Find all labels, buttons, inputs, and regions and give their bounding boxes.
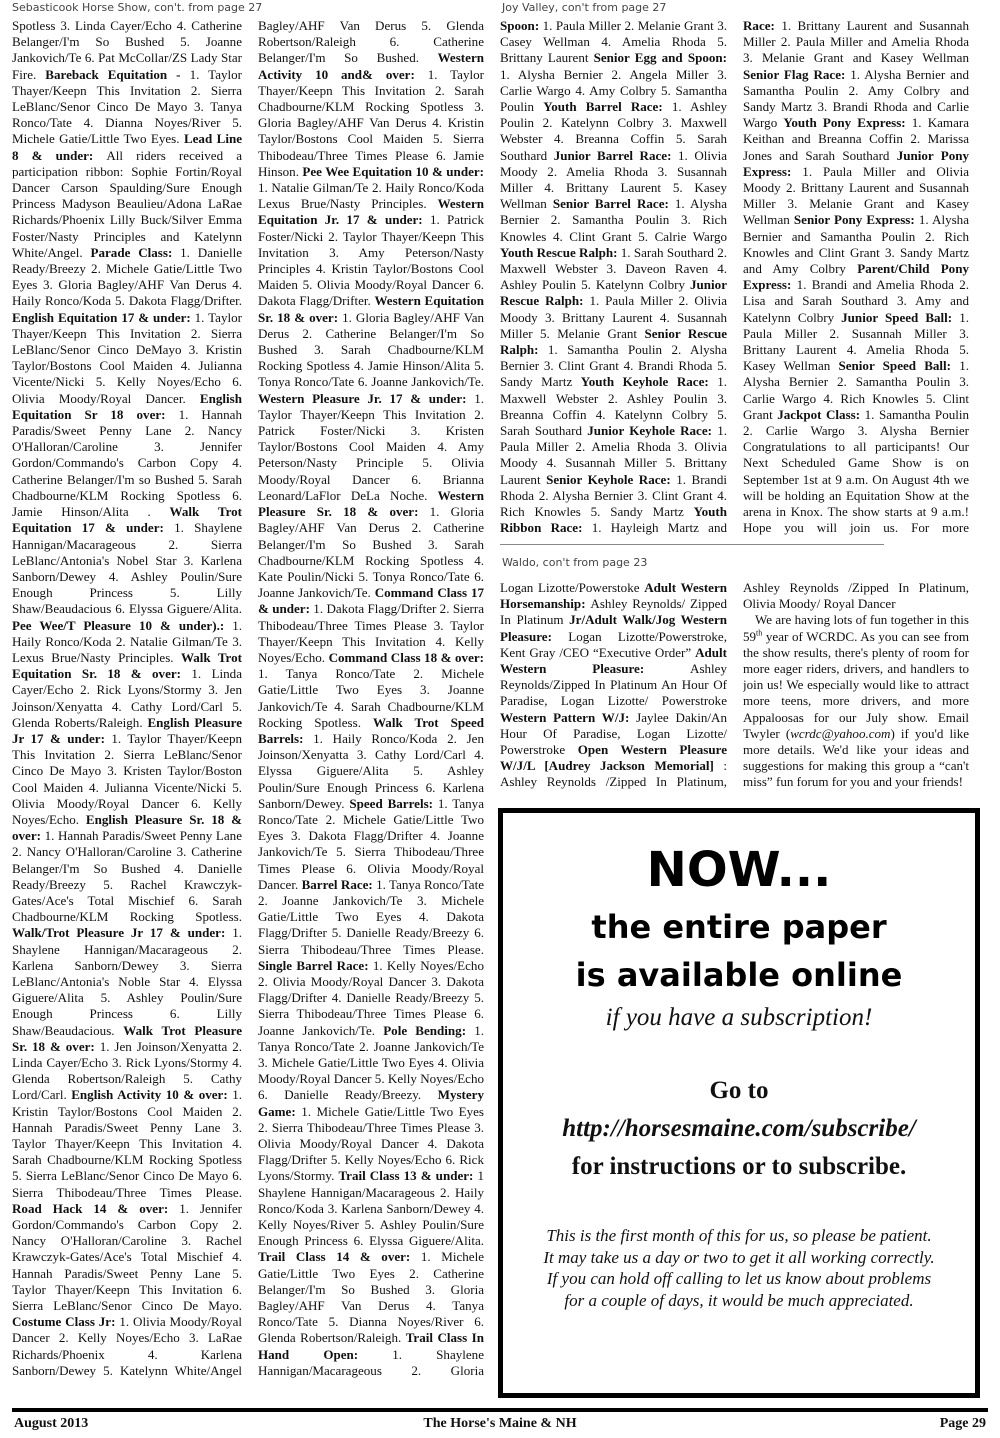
results-text: 1. Taylor Thayer/Keepn This Invitation 2. Patrick Foster/Nicki 3. Kristen Taylor/Bostons Cool Maiden 4. Amy Peterson/Nasty Principle 5. Olivia Moody/Royal Dancer 6. Brianna Leonard/LaFlor DeLa Noche. xyxy=(258,390,484,503)
article-column-3 xyxy=(500,18,727,538)
results-text: Jaylee Dakin/An Hour Of Paradise, Logan Lizotte/ Powerstroke xyxy=(500,709,727,758)
class-title: Walk Trot Equitation 17 & under: xyxy=(12,504,242,536)
class-title: Pee Wee/T Pleasure 10 & under).: xyxy=(12,617,233,633)
class-title: Walk Trot Speed Barrels: xyxy=(258,714,484,746)
class-title: Lead Line 8 & under: xyxy=(12,131,242,163)
email-link[interactable]: wcrdc@yahoo.com xyxy=(790,725,891,741)
class-title: Junior Barrel Race: xyxy=(553,147,679,163)
class-title: English Pleasure Jr 17 & under: xyxy=(12,714,242,746)
results-text: 1. Hannah Paradis/Sweet Penny Lane 2. Nancy O'Halloran/Caroline 3. Catherine Belanger/I'm So Bushed 4. Danielle Ready/Breezy 5. Rachel Krawczyk-Gates/Ace's Total Mischief 6. Sarah Chadbourne/KLM Rocking Spotless. xyxy=(12,828,242,925)
results-text: 1. Kamara Keithan and Breanna Coffin 2. Marissa Jones and Sarah Southard xyxy=(743,115,969,163)
section-divider xyxy=(500,544,884,545)
footer-publication: The Horse's Maine & NH xyxy=(423,1416,577,1431)
class-title: Western Pleasure Jr. 17 & under: xyxy=(258,390,475,406)
results-text: 1. Alysha Bernier and Samantha Poulin 2. Rich Knowles and Clint Grant 3. Sandy Martz and Amy Colbry xyxy=(743,212,969,277)
class-title: Speed Barrels: xyxy=(349,795,438,811)
ad-subline: if you have a subscription! xyxy=(605,1004,873,1031)
class-title: Barrel Race: xyxy=(301,876,377,892)
results-text: 1. Samantha Poulin 2. Alysha Bernier 3. Clint Grant 4. Brandi Rhoda 5. Sandy Martz xyxy=(500,342,727,390)
class-title: Trail Class In Hand Open: xyxy=(258,1330,484,1362)
results-text: Spotless 3. Linda Cayer/Echo 4. Catherine Belanger/I'm So Bushed 5. Joanne Jankovich/Te 6. Pat McCollar/ZS Lady Star Fire. xyxy=(12,18,242,82)
article-paragraph xyxy=(500,18,727,538)
results-text: 1. Danielle Ready/Breezy 2. Michele Gatie/Little Two Eyes 3. Gloria Bagley/AHF Van Derus 4. Haily Ronco/Koda 5. Dakota Flagg/Drifter. xyxy=(12,244,242,309)
subscription-ad xyxy=(498,808,980,1398)
results-text: 1. Shaylene Hannigan/Macarageous 2. Gloria xyxy=(258,1346,484,1378)
class-title: Adult Western Pleasure: xyxy=(500,644,727,677)
class-title: Road Hack 14 & over: xyxy=(12,1200,180,1216)
class-title: Western Activity 10 and& over: xyxy=(258,50,484,82)
results-text: 1. Brandi and Amelia Rhoda 2. Lisa and Sarah Southard 3. Amy and Katelynn Colbry xyxy=(743,277,969,325)
class-title: Mystery Game: xyxy=(258,1087,484,1119)
waldo-column-2 xyxy=(743,580,969,790)
results-text: 1. Tanya Ronco/Tate 2. Michele Gatie/Little Two Eyes 3. Joanne Jankovich/Te 4. Sarah Chadbourne/KLM Rocking Spotless. xyxy=(258,666,484,730)
class-title: Open Western Pleasure W/J/L [Audrey Jackson Memorial] xyxy=(500,742,727,774)
class-title: Senior Pony Express: xyxy=(793,212,919,228)
results-text: 1. Tanya Ronco/Tate 2. Joanne Jankovich/Te 3. Michele Gatie/Little Two Eyes 4. Dakota Flagg/Drifter 5. Danielle Ready/Breezy 6. Sierra Thibodeau/Three Times Please. xyxy=(258,876,484,957)
results-text: 1. Olivia Moody 2. Amelia Rhoda 3. Susannah Miller 4. Brittany Laurent 5. Kasey Wellman xyxy=(500,147,727,212)
class-title: Junior Rescue Ralph: xyxy=(500,277,727,309)
results-text: 1. Maxwell Webster 2. Ashley Poulin 3. Breanna Coffin 4. Katelynn Colbry 5. Sarah Southard xyxy=(500,374,727,439)
results-text: 1. Patrick Foster/Nicki 2. Taylor Thayer/Keepn This Invitation 3. Amy Peterson/Nasty Principles 4. Kristin Taylor/Bostons Cool Maiden 5. Olivia Moody/Royal Dancer 6. Dakota Flagg/Drifter. xyxy=(258,212,484,309)
ad-url-link[interactable]: http://horsesmaine.com/subscribe/ xyxy=(562,1115,916,1142)
waldo-results-line: Ashley Reynolds /Zipped In Platinum, Olivia Moody/ Royal Dancer xyxy=(743,580,969,612)
class-title: Junior Keyhole Race: xyxy=(587,423,718,439)
results-text: 1. Tanya Ronco/Tate 2. Joanne Jankovich/Te 3. Michele Gatie/Little Two Eyes 4. Olivia Moody/Royal Dancer 5. Kelly Noyes/Echo 6. Danielle Ready/Breezy. xyxy=(258,1022,484,1103)
results-text: 1. Gloria Bagley/AHF Van Derus 2. Catherine Belanger/I'm So Bushed 3. Sarah Chadbourne/KLM Rocking Spotless 4. Jamie Hinson/Alita 5. Tonya Ronco/Tate 6. Joanne Jankovich/Te. xyxy=(258,309,484,390)
results-text: 1. Alysha Bernier 2. Samantha Poulin 3. Rich Knowles 4. Clint Grant 5. Calrie Wargo xyxy=(500,196,727,244)
waldo-closing-paragraph: We are having lots of fun together in this 59th year of WCRDC. As you can see from the show results, there's plenty of room for more eager riders, drivers, and handlers to join us! We especially would like to attract more teens, more drivers, and more Appaloosas for our July show. Email Twyler (wcrdc@yahoo.com) if you'd like more details. We'd like your ideas and suggestions for making this group a “can't miss” fun forum for you and your friends! xyxy=(743,612,969,790)
results-text: 1. Paula Miller and Olivia Moody 2. Brittany Laurent and Susannah Miller 3. Melanie Grant and Kasey Wellman xyxy=(743,163,969,228)
article-paragraph xyxy=(743,18,969,538)
ad-note-line: for a couple of days, it would be much appreciated. xyxy=(564,1290,914,1310)
waldo-column-1 xyxy=(500,580,727,790)
class-title: Western Equitation Jr. 17 & under: xyxy=(258,196,484,228)
results-text: 1. Haily Ronco/Koda 2. Jen Joinson/Xenyatta 3. Cathy Lord/Carl 4. Elyssa Giguere/Alita 5. Ashley Poulin/Sure Enough Princess 6. Karlena Sanborn/Dewey. xyxy=(258,730,484,811)
results-text: 1. Olivia Moody/Royal Dancer 2. Kelly Noyes/Echo 3. LaRae Richards/Phoenix 4. Karlena Sanborn/Dewey 5. Katelynn White/Angel xyxy=(12,1314,242,1378)
class-title: Youth Barrel Race: xyxy=(543,99,672,115)
results-text: 1. Haily Ronco/Koda 2. Natalie Gilman/Te 3. Lexus Brue/Nasty Principles. xyxy=(12,617,242,665)
class-title: Junior Speed Ball: xyxy=(841,309,960,325)
article-paragraph xyxy=(12,18,242,1378)
ad-headline-now: NOW... xyxy=(646,842,832,898)
class-title: Bareback Equitation - xyxy=(45,66,190,82)
results-text: 1. Alysha Bernier 2. Angela Miller 3. Carlie Wargo 4. Amy Colbry 5. Samantha Poulin xyxy=(500,66,727,115)
results-text: 1 Shaylene Hannigan/Macarageous 2. Haily Ronco/Koda 3. Karlena Sanborn/Dewey 4. Kelly Noyes/River 5. Ashley Poulin/Sure Enough Princess 6. Elyssa Giguere/Alita. xyxy=(258,1168,484,1249)
class-title: Youth Ribbon Race: xyxy=(500,504,727,536)
ad-goto: Go to xyxy=(709,1077,769,1104)
class-title: Senior Egg and Spoon: xyxy=(593,50,727,66)
results-text: 1. Hayleigh Martz and xyxy=(591,520,727,536)
ad-note-line: It may take us a day or two to get it all working correctly. xyxy=(543,1247,935,1267)
results-text: 1. Ashley Poulin 2. Katelynn Colbry 3. Maxwell Webster 4. Breanna Coffin 5. Sarah Southard xyxy=(500,99,727,163)
article-paragraph xyxy=(258,18,484,1378)
results-text: 1. Kristin Taylor/Bostons Cool Maiden 2. Hannah Paradis/Sweet Penny Lane 3. Taylor Thayer/Keepn This Invitation 4. Sarah Chadbourne/KLM Rocking Spotless 5. Sierra LeBlanc/Senor Cinco De Mayo 6. Sierra Thibodeau/Three Times Please. xyxy=(12,1087,242,1200)
footer-page-number: Page 29 xyxy=(939,1416,986,1431)
results-text: 1. Jen Joinson/Xenyatta 2. Linda Cayer/Echo 3. Rick Lyons/Stormy 4. Glenda Robertson/Raleigh 5. Cathy Lord/Carl. xyxy=(12,1038,242,1103)
article-column-2 xyxy=(258,18,484,1378)
class-title: Youth Rescue Ralph: xyxy=(500,244,621,260)
results-text: 1. Linda Cayer/Echo 2. Rick Lyons/Stormy 3. Jen Joinson/Xenyatta 4. Cathy Lord/Carl 5. Glenda Roberts/Raleigh. xyxy=(12,666,242,730)
class-title: Trail Class 14 & over: xyxy=(258,1249,421,1265)
results-text: Ashley Reynolds/Zipped In Platinum An Hour Of Paradise, Logan Lizotte/ Powerstroke xyxy=(500,661,727,709)
class-title: Race: xyxy=(743,18,782,33)
results-text: 1. Dakota Flagg/Drifter 2. Sierra Thibodeau/Three Times Please 3. Taylor Thayer/Keepn This Invitation 4. Kelly Noyes/Echo. xyxy=(258,601,484,665)
class-title: Jr/Adult Walk/Jog Western Pleasure: xyxy=(500,612,727,644)
class-title: Senior Keyhole Race: xyxy=(546,471,677,487)
class-title: Senior Flag Race: xyxy=(743,66,851,82)
results-text: 1. Alysha Bernier and Samantha Poulin 2. Amy Colbry and Sandy Martz 3. Brandi Rhoda and Carlie Wargo xyxy=(743,66,969,131)
results-text: 1. Alysha Bernier 2. Samantha Poulin 3. Carlie Wargo 4. Rich Knowles 5. Clint Grant xyxy=(743,358,969,422)
ad-note-line: This is the first month of this for us, so please be patient. xyxy=(546,1226,932,1245)
class-title: Walk/Trot Pleasure Jr 17 & under: xyxy=(12,925,233,941)
class-title: Junior Pony Express: xyxy=(743,147,969,179)
ad-headline-line2: the entire paper xyxy=(591,908,887,946)
class-title: Western Pleasure Sr. 18 & over: xyxy=(258,487,484,520)
class-title: Senior Speed Ball: xyxy=(838,358,960,374)
class-title: English Activity 10 & over: xyxy=(71,1087,233,1103)
results-text: 1. Paula Miller 2. Amelia Rhoda 3. Olivia Moody 4. Susannah Miller 5. Brittany Laurent xyxy=(500,423,727,487)
class-title: Single Barrel Race: xyxy=(258,957,373,973)
results-text: 1. Brandi Rhoda 2. Alysha Bernier 3. Clint Grant 4. Rich Knowles 5. Sandy Martz xyxy=(500,471,727,520)
results-text: 1. Kelly Noyes/Echo 2. Olivia Moody/Royal Dancer 3. Dakota Flagg/Drifter 4. Danielle Ready/Breezy 5. Sierra Thibodeau/Three Times Please 6. Joanne Jankovich/Te. xyxy=(258,957,484,1038)
class-title: Walk Trot Pleasure Sr. 18 & over: xyxy=(12,1022,242,1054)
results-text: Logan Lizotte/Powerstroke, Kent Gray /CEO “Executive Order” xyxy=(500,628,727,660)
class-title: Costume Class Jr: xyxy=(12,1314,120,1330)
class-title: Senior Rescue Ralph: xyxy=(500,325,727,358)
results-text: 1. Shaylene Hannigan/Macarageous 2. Sierra LeBlanc/Antonia's Nobel Star 3. Karlena Sanborn/Dewey 4. Ashley Poulin/Sure Enough Princess 5. Lilly Shaw/Beaudacious 6. Elyssa Giguere/Alita. xyxy=(12,520,242,617)
class-title: Walk Trot Equitation Sr. 18 & over: xyxy=(12,649,242,682)
class-title: English Equitation 17 & under: xyxy=(12,309,195,325)
class-title: Pole Bending: xyxy=(383,1022,475,1038)
class-title: Parent/Child Pony Express: xyxy=(743,261,969,293)
results-text: 1. Jennifer Gordon/Commando's Carbon Copy 2. Nancy O'Halloran/Caroline 3. Rachel Krawczyk-Gates/Ace's Total Mischief 4. Hannah Paradis/Sweet Penny Lane 5. Taylor Thayer/Keepn This Invitation 6. Sierra LeBlanc/Senor Cinco De Mayo. xyxy=(12,1200,242,1314)
class-title: Command Class 18 & over: xyxy=(328,649,484,665)
ad-instructions: for instructions or to subscribe. xyxy=(571,1153,907,1180)
class-title: Senior Barrel Race: xyxy=(552,196,675,212)
class-title: English Equitation Sr 18 over: xyxy=(12,390,242,422)
results-text: 1. Taylor Thayer/Keepn This Invitation 2. Sierra LeBlanc/Senor Cinco DeMayo 3. Kristin Taylor/Bostons Cool Maiden 4. Julianna Vicente/Nicki 5. Kelly Noyes/Echo 6. Olivia Moody/Royal Dancer. xyxy=(12,309,242,406)
class-title: Western Equitation Sr. 18 & over: xyxy=(258,293,484,325)
article-column-4 xyxy=(743,18,969,538)
class-title: Trail Class 13 & under: xyxy=(338,1168,478,1184)
results-text: 1. Michele Gatie/Little Two Eyes 2. Sierra Thibodeau/Three Times Please 3. Olivia Moody/Royal Dancer 4. Dakota Flagg/Drifter 5. Kelly Noyes/Echo 6. Rick Lyons/Stormy. xyxy=(258,1103,484,1184)
results-text: All riders received a participation ribbon: Sophie Fortin/Royal Dancer Carson Spaulding/Sure Enough Princess Madyson Beaulieu/Adona LaRae Richards/Phoenix Lilly Buck/Silver Emma Foster/Nasty Principles and Katelynn White/Angel. xyxy=(12,147,242,260)
ad-note-line: If you can hold off calling to let us know about problems xyxy=(546,1269,932,1288)
results-text: 1. Hannah Paradis/Sweet Penny Lane 2. Nancy O'Halloran/Caroline 3. Jennifer Gordon/Commando's Carbon Copy 4. Catherine Belanger/I'm so Bushed 5. Sarah Chadbourne/KLM Rocking Spotless 6. Jamie Hinson/Alita . xyxy=(12,406,242,520)
results-text: 1. Paula Miller 2. Olivia Moody 3. Brittany Laurent 4. Susannah Miller 5. Melanie Grant xyxy=(500,293,727,341)
results-text: 1. Taylor Thayer/Keepn This Invitation 2. Sierra LeBlanc/Senor Cinco De Mayo 3. Tanya Ronco/Tate 4. Dianna Noyes/River 5. Michele Gatie/Little Two Eyes. xyxy=(12,66,242,147)
class-title: Command Class 17 & under: xyxy=(258,585,484,617)
class-title: English Pleasure Sr. 18 & over: xyxy=(12,811,242,844)
results-text: Ashley Reynolds/ Zipped In Platinum xyxy=(500,596,727,628)
results-text: 1. Michele Gatie/Little Two Eyes 2. Catherine Belanger/I'm So Bushed 3. Gloria Bagley/AHF Van Derus 4. Tanya Ronco/Tate 5. Dianna Noyes/River 6. Glenda Robertson/Raleigh. xyxy=(258,1249,484,1346)
class-title: Parade Class: xyxy=(90,244,181,260)
class-title: Spoon: xyxy=(500,18,543,33)
results-text: 1. Samantha Poulin 2. Carlie Wargo 3. Alysha Bernier Congratulations to all participants! Our Next Scheduled Game Show is on September 1st at 9 a.m. On August 4th we will be holding an Equitation Show at the arena in Knox. The show starts at 9 a.m.! Hope you will join us. For more xyxy=(743,406,969,536)
results-text: 1. Gloria Bagley/AHF Van Derus 2. Catherine Belanger/I'm So Bushed 3. Sarah Chadbourne/KLM Rocking Spotless 4. Kate Poulin/Nicki 5. Tonya Ronco/Tate 6. Joanne Jankovich/Te. xyxy=(258,504,484,601)
results-text: : Ashley Reynolds /Zipped In Platinum, xyxy=(500,758,727,790)
class-title: Pee Wee Equitation 10 & under: xyxy=(302,163,484,179)
results-text: 1. Sarah Southard 2. Maxwell Webster 3. Daveon Raven 4. Ashley Poulin 5. Katelynn Colbry xyxy=(500,244,727,293)
results-text: 1. Paula Miller 2. Susannah Miller 3. Brittany Laurent 4. Amelia Rhoda 5. Kasey Wellman xyxy=(743,309,969,374)
class-title: Youth Pony Express: xyxy=(783,115,912,131)
article-column-1 xyxy=(12,18,242,1378)
results-text: 1. Taylor Thayer/Keepn This Invitation 2. Sarah Chadbourne/KLM Rocking Spotless 3. Gloria Bagley/AHF Van Derus 4. Kristin Taylor/Bostons Cool Maiden 5. Sierra Thibodeau/Three Times Please 6. Jamie Hinson. xyxy=(258,66,484,179)
results-text: 1. Taylor Thayer/Keepn This Invitation 2. Sierra LeBlanc/Senor Cinco De Mayo 3. Kristen Taylor/Boston Cool Maiden 4. Julianna Vicente/Nicki 5. Olivia Moody/Royal Dancer 6. Kelly Noyes/Echo. xyxy=(12,730,242,827)
class-title: Adult Western Horsemanship: xyxy=(500,580,727,612)
footer-date: August 2013 xyxy=(14,1416,89,1431)
results-text: Bagley/AHF Van Derus 5. Glenda Robertson/Raleigh 6. Catherine Belanger/I'm So Bushed. xyxy=(258,18,484,66)
results-text: 1. Natalie Gilman/Te 2. Haily Ronco/Koda Lexus Brue/Nasty Principles. xyxy=(258,180,484,212)
article-paragraph xyxy=(500,580,727,790)
class-title: Youth Keyhole Race: xyxy=(580,374,718,390)
ad-note xyxy=(503,1225,975,1311)
continuation-header-waldo: Waldo, con't from page 23 xyxy=(502,556,648,569)
continuation-header-sebasticook: Sebasticook Horse Show, con't. from page 27 xyxy=(12,1,263,14)
class-title: Jackpot Class: xyxy=(777,406,865,422)
continuation-header-joy-valley: Joy Valley, con't from page 27 xyxy=(502,1,667,14)
results-text: 1. Tanya Ronco/Tate 2. Michele Gatie/Little Two Eyes 3. Dakota Flagg/Drifter 4. Joanne Jankovich/Te 5. Sierra Thibodeau/Three Times Please 6. Olivia Moody/Royal Dancer. xyxy=(258,795,484,892)
results-text: 1. Paula Miller 2. Melanie Grant 3. Casey Wellman 4. Amelia Rhoda 5. Brittany Laurent xyxy=(500,18,727,66)
results-text: 1. Shaylene Hannigan/Macarageous 2. Karlena Sanborn/Dewey 3. Sierra LeBlanc/Antonia's Noble Star 4. Elyssa Giguere/Alita 5. Ashley Poulin/Sure Enough Princess 6. Lilly Shaw/Beaudacious. xyxy=(12,925,242,1038)
ad-headline-line3: is available online xyxy=(575,956,903,994)
results-text: 1. Brittany Laurent and Susannah Miller 2. Paula Miller and Amelia Rhoda 3. Melanie Grant and Kasey Wellman xyxy=(743,18,969,66)
results-text: Logan Lizotte/Powerstoke xyxy=(500,580,645,595)
class-title: Western Pattern W/J: xyxy=(500,709,637,725)
